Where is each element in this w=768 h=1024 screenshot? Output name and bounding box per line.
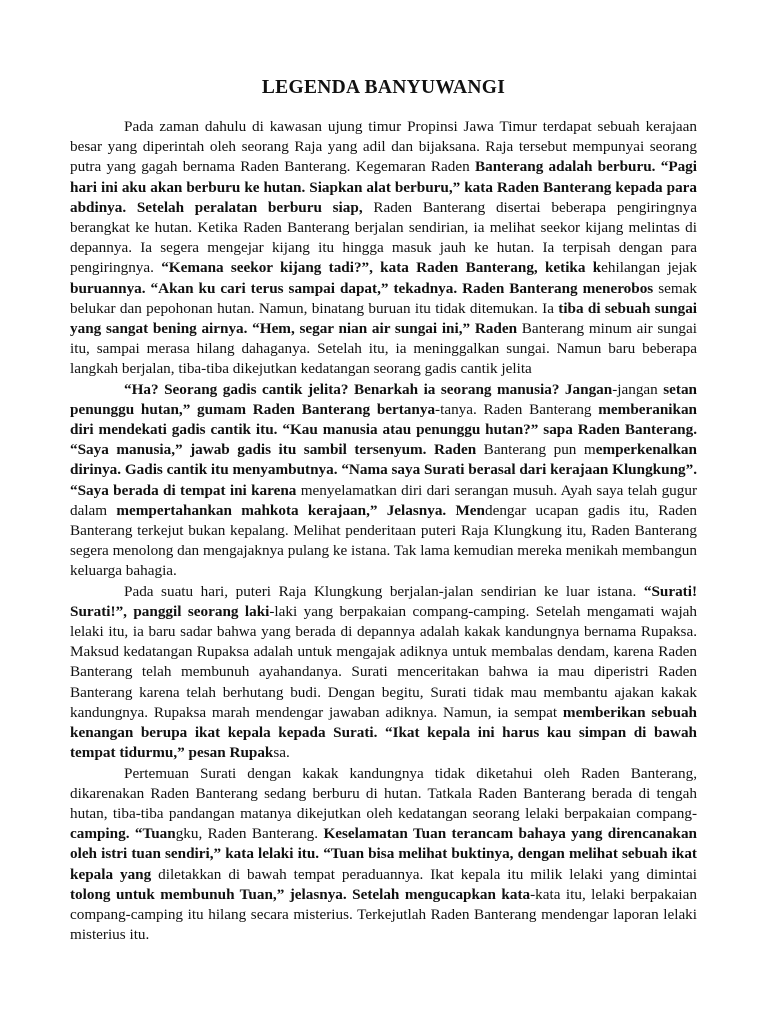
bold-text-run: buruannya. “Akan ku cari terus sampai dapat,” tekadnya. Raden Banterang menerobos [70, 279, 654, 297]
document-body [70, 117, 697, 945]
text-run: semak belukar dan pepohonan hutan. Namun, binatang buruan itu tidak ditemukan. Ia [70, 279, 697, 317]
paragraph-2 [70, 380, 697, 582]
bold-text-run: mempertahankan mahkota kerajaan,” Jelasnya. Men [116, 501, 485, 519]
document-page [70, 0, 697, 1024]
bold-text-run: emperkenalkan dirinya. Gadis cantik itu menyambutnya. “Nama saya Surati berasal dari kerajaan Klungkung”. “Saya berada di tempat ini karena [70, 441, 697, 499]
bold-text-run: Banterang adalah berburu. “Pagi hari ini aku akan berburu ke hutan. Siapkan alat berburu,” kata Raden Banterang kepada para abdinya. Setelah peralatan berburu siap, [70, 158, 697, 216]
text-run: ehilangan jejak [601, 259, 697, 277]
text-run: Pada suatu hari, puteri Raja Klungkung berjalan-jalan sendirian ke luar istana. [124, 582, 644, 600]
text-run: Raden Banterang disertai beberapa pengiringnya berangkat ke hutan. Ketika Raden Banterang berjalan sendirian, ia melihat seekor kijang melintas di depannya. Ia segera mengejar kijang itu hingga masuk jauh ke hutan. Ia terpisah dengan para pengiringnya. [70, 198, 697, 277]
text-run: gku, Raden Banterang. [175, 825, 324, 843]
bold-text-run: memberanikan diri mendekati gadis cantik itu. “Kau manusia atau penunggu hutan?” sapa Raden Banterang. “Saya manusia,” jawab gadis itu sambil tersenyum. Raden [70, 400, 697, 459]
text-run: -jangan [612, 380, 664, 398]
bold-text-run: tiba di sebuah sungai yang sangat bening airnya. “Hem, segar nian air sungai ini,” Raden [70, 299, 697, 338]
text-run: Banterang pun m [476, 441, 596, 459]
text-run: sa. [273, 744, 290, 762]
paragraph-3 [70, 582, 697, 764]
text-run: dengar ucapan gadis itu, Raden Banterang terkejut bukan kepalang. Melihat penderitaan puteri Raja Klungkung itu, Raden Banterang segera menolong dan mengajaknya pulang ke istana. Tak lama kemudian mereka menikah membangun keluarga bahagia. [70, 501, 697, 580]
bold-text-run: “Surati! Surati!”, panggil seorang laki [70, 582, 697, 620]
document-title: LEGENDA BANYUWANGI [261, 77, 506, 98]
text-run: Pada zaman dahulu di kawasan ujung timur Propinsi Jawa Timur terdapat sebuah kerajaan besar yang diperintah oleh seorang Raja yang adil dan bijaksana. Raja tersebut mempunyai seorang putra yang gagah bernama Raden Banterang. Kegemaran Raden [70, 118, 697, 176]
paragraph-4 [70, 764, 697, 946]
bold-text-run: “Kemana seekor kijang tadi?”, kata Raden Banterang, ketika k [161, 259, 602, 277]
text-run: Pertemuan Surati dengan kakak kandungnya tidak diketahui oleh Raden Banterang, dikarenakan Raden Banterang sedang berburu di hutan. Tatkala Raden Banterang berada di tengah hutan, tiba-tiba pandangan matanya dikejutkan oleh kedatangan seorang lelaki berpakaian compang- [70, 764, 697, 822]
text-run: menyelamatkan diri dari serangan musuh. Ayah saya telah gugur dalam [70, 481, 697, 519]
text-run: Banterang minum air sungai itu, sampai merasa hilang dahaganya. Setelah itu, ia meninggalkan sungai. Namun baru beberapa langkah berjalan, tiba-tiba dikejutkan kedatangan seorang gadis cantik jelita [70, 320, 697, 378]
bold-text-run: “Ha? Seorang gadis cantik jelita? Benarkah ia seorang manusia? Jangan [124, 380, 613, 398]
bold-text-run: setan penunggu hutan,” gumam Raden Banterang bertanya [70, 380, 697, 418]
text-run: -laki yang berpakaian compang-camping. Setelah mengamati wajah lelaki itu, ia baru sadar bahwa yang berada di depannya adalah kakak kandungnya bernama Rupaksa. Maksud kedatangan Rupaksa adalah untuk mengajak adiknya untuk membalas dendam, karena Raden Banterang telah membunuh ayahandanya. Surati menceritakan bahwa ia mau diperistri Raden Banterang karena telah berhutang budi. Dengan begitu, Surati tidak mau membantu ajakan kakak kandungnya. Rupaksa marah mendengar jawaban adiknya. Namun, ia sempat [70, 602, 697, 721]
bold-text-run: memberikan sebuah kenangan berupa ikat kepala kepada Surati. “Ikat kepala ini harus kau simpan di bawah tempat tidurmu,” pesan Rupak [70, 703, 697, 762]
text-run: diletakkan di bawah tempat peraduannya. Ikat kepala itu milik lelaki yang dimintai [151, 865, 697, 883]
bold-text-run: Keselamatan Tuan terancam bahaya yang direncanakan oleh istri tuan sendiri,” kata lelaki itu. “Tuan bisa melihat buktinya, dengan melihat sebuah ikat kepala yang [70, 825, 697, 883]
text-run: -tanya. Raden Banterang [435, 400, 599, 418]
bold-text-run: camping. “Tuan [70, 825, 176, 843]
paragraph-1 [70, 117, 697, 380]
bold-text-run: tolong untuk membunuh Tuan,” jelasnya. Setelah mengucapkan kata [70, 885, 531, 903]
text-run: -kata itu, lelaki berpakaian compang-camping itu hilang secara misterius. Terkejutlah Raden Banterang mendengar laporan lelaki misterius itu. [70, 885, 697, 944]
